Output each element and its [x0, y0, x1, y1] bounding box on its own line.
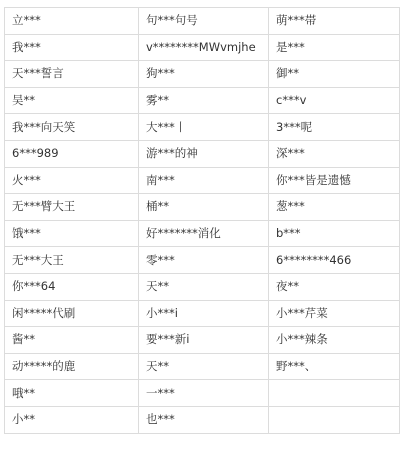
table-cell: c***v	[269, 87, 400, 114]
user-list-container	[4, 7, 400, 434]
table-cell: 动*****的鹿	[5, 353, 139, 380]
table-row	[5, 114, 400, 141]
table-row	[5, 140, 400, 167]
table-cell: 天**	[139, 273, 269, 300]
table-cell: 吴**	[5, 87, 139, 114]
table-row	[5, 34, 400, 61]
table-row	[5, 380, 400, 407]
table-cell: 无***臂大王	[5, 194, 139, 221]
table-row	[5, 61, 400, 88]
table-cell: 天**	[139, 353, 269, 380]
table-cell: 酱**	[5, 327, 139, 354]
table-cell: 你***64	[5, 273, 139, 300]
table-cell: 立***	[5, 8, 139, 35]
table-row	[5, 273, 400, 300]
table-cell: b***	[269, 220, 400, 247]
table-cell: 闲*****代刷	[5, 300, 139, 327]
table-cell: 句***句号	[139, 8, 269, 35]
table-row	[5, 194, 400, 221]
table-cell: 野***、	[269, 353, 400, 380]
table-row	[5, 167, 400, 194]
table-cell: 无***大王	[5, 247, 139, 274]
table-cell: 火***	[5, 167, 139, 194]
table-cell: 小***芹菜	[269, 300, 400, 327]
table-row	[5, 87, 400, 114]
table-cell: 大***丨	[139, 114, 269, 141]
table-cell: 小***i	[139, 300, 269, 327]
table-cell: 6********466	[269, 247, 400, 274]
table-row	[5, 300, 400, 327]
table-cell: 要***新i	[139, 327, 269, 354]
table-cell: 小**	[5, 406, 139, 433]
table-cell: 小***辣条	[269, 327, 400, 354]
table-row	[5, 8, 400, 35]
table-cell	[269, 380, 400, 407]
table-cell: 3***呢	[269, 114, 400, 141]
table-cell: 雾**	[139, 87, 269, 114]
table-cell: 哦**	[5, 380, 139, 407]
table-cell: 狗***	[139, 61, 269, 88]
table-cell: 好*******消化	[139, 220, 269, 247]
table-row	[5, 406, 400, 433]
table-cell: 夜**	[269, 273, 400, 300]
table-cell: 天***誓言	[5, 61, 139, 88]
table-cell: 你***皆是遗憾	[269, 167, 400, 194]
table-cell: v********MWvmjhe	[139, 34, 269, 61]
user-table	[4, 7, 400, 434]
table-cell: 零***	[139, 247, 269, 274]
table-cell: 也***	[139, 406, 269, 433]
user-table-body	[5, 8, 400, 434]
table-cell: 萌***帯	[269, 8, 400, 35]
table-cell: 游***的神	[139, 140, 269, 167]
table-cell: 深***	[269, 140, 400, 167]
table-row	[5, 247, 400, 274]
table-cell: 桶**	[139, 194, 269, 221]
table-cell: 南***	[139, 167, 269, 194]
table-cell: 葱***	[269, 194, 400, 221]
table-row	[5, 327, 400, 354]
table-cell	[269, 406, 400, 433]
table-cell: 我***向天笑	[5, 114, 139, 141]
table-cell: 是***	[269, 34, 400, 61]
table-cell: 我***	[5, 34, 139, 61]
table-row	[5, 220, 400, 247]
table-row	[5, 353, 400, 380]
table-cell: 饿***	[5, 220, 139, 247]
table-cell: 一***	[139, 380, 269, 407]
table-cell: 6***989	[5, 140, 139, 167]
table-cell: 御**	[269, 61, 400, 88]
